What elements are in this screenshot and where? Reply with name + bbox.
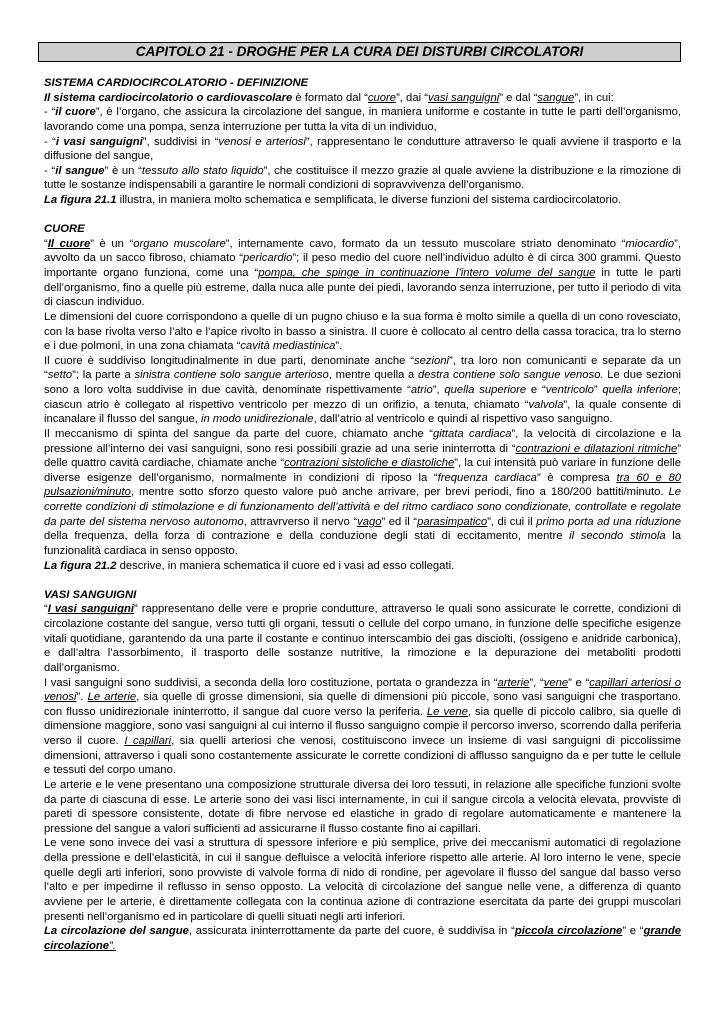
text-run: ”, è l’organo, che assicura la circolazione del sangue, in maniera uniforme e costante in tutte le parti dell’organismo, lavorando come una pompa, senza interruzione per tutta la vita di un individuo,	[44, 106, 682, 133]
text-run: della frequenza, della forza di contrazione e della conduzione degli stati di eccitamento, mentre	[44, 530, 570, 543]
text-run: primo porta ad una riduzione	[536, 515, 681, 528]
text-run: ” è un “	[104, 164, 142, 177]
text-run: tra 60 e 80 pulsazioni/minuto	[44, 471, 682, 499]
text-run: atrio	[410, 384, 433, 397]
text-run: ; ciascun atrio è collegato al rispettivo ventricolo per mezzo di un orifizio, a tenuta, chiamato “	[44, 384, 682, 411]
text-run: parasimpatico	[417, 515, 488, 528]
text-run: vasi sanguigni	[427, 91, 500, 104]
text-run: il sangue	[55, 164, 105, 177]
text-run: , mentre quella a	[328, 369, 419, 382]
text-run: ventricolo	[545, 384, 594, 397]
text-run: ”, avvolto da un sacco fibroso, chiamato “	[44, 237, 681, 265]
text-run: “	[44, 603, 48, 616]
text-run: ”, tra loro non comunicanti e separate da un “	[44, 354, 681, 382]
text-run: - “	[44, 106, 56, 119]
text-run: cavità mediastinica	[240, 340, 336, 353]
text-run: illustra, in maniera molto schematica e semplificata, le diverse funzioni del sistema cardiocircolatorio.	[116, 194, 622, 206]
paragraph	[44, 135, 681, 164]
text-run: ”, “	[529, 676, 544, 689]
text-run: ”, internamente cavo, formato da un tessuto muscolare striato denominato “	[225, 237, 626, 250]
text-run: la funzionalità cardiaca in senso opposto.	[44, 530, 681, 557]
text-run: “	[44, 237, 48, 250]
text-run: ”, in cui:	[574, 91, 614, 104]
text-run: ”, dai “	[396, 91, 428, 104]
paragraph	[44, 237, 681, 310]
paragraph	[44, 427, 681, 559]
text-run: e “	[526, 384, 546, 397]
section-heading-cuore: CUORE	[44, 223, 85, 236]
text-run: Le due sezioni sono a loro volta suddivise in due cavità, denominate rispettivamente “	[44, 369, 681, 397]
text-run: Le vene	[426, 705, 468, 718]
text-run: ”.	[335, 340, 343, 353]
text-run: capillari arteriosi o venosi	[44, 676, 681, 704]
text-run: ”, la velocità di circolazione e la pressione all’interno dei vasi sanguigni, sono resi possibili grazie ad una serie ininterrotta di “	[44, 427, 681, 455]
text-run: La figura 21.1	[44, 194, 117, 206]
text-run: vene	[543, 676, 569, 689]
text-run: pericardio	[242, 252, 293, 265]
text-run: gittata cardiaca	[432, 427, 512, 440]
text-run: quella inferiore	[602, 384, 678, 397]
text-run: ”; la parte a	[72, 369, 135, 382]
paragraph	[44, 105, 681, 134]
text-run: ”,	[432, 384, 445, 397]
text-run: contrazioni sistoliche e diastoliche	[284, 457, 455, 470]
text-run: , sia quelli arteriosi che venosi, costituiscono invece un insieme di vasi sanguigni di piccolissime dimensioni, attraverso i quali sono costantemente assicurate le corrette condizioni di afflusso sanguigno da e per tutte le cellule e tessuti del corpo umano.	[44, 735, 682, 777]
text-run: grande circolazione	[44, 925, 681, 952]
section-heading-sistema: SISTEMA CARDIOCIRCOLATORIO - DEFINIZIONE	[44, 77, 309, 89]
text-run: ”, rappresentano le condutture attraverso le quali avviene il trasporto e la diffusione del sangue,	[44, 135, 681, 163]
text-run: Le vene sono invece dei vasi a struttura di spessore inferiore e più semplice, prive dei meccanismi automatici di regolazione della pressione e dell’elasticità, in cui il sangue defluisce a velocità inferiore rispetto alle arterie. Al loro interno le vene, specie quelle degli arti inferiori, sono provviste di valvole forma di nido di rondine, per agevolare il flusso del sangue dal basso verso l’alto e per impedirne il reflusso in senso opposto. La velocità di circolazione del sangue nelle vene, a differenza di quanto avviene per le arterie, è direttamente collegata con la continua azione di contrazione esercitata da parte dei gruppi muscolari presenti nell’organismo ed in particolare di quelli situati negli arti inferiori.	[44, 837, 681, 923]
paragraph	[44, 164, 681, 193]
paragraph	[44, 559, 681, 574]
paragraph	[44, 778, 681, 837]
text-run: ”, la cui intensità può variare in funzione delle diverse esigenze dell’organismo, normalmente in condizioni di riposo la “	[44, 457, 681, 484]
text-run: I capillari	[124, 735, 172, 748]
text-run: tessuto allo stato liquido	[141, 164, 264, 177]
text-run: ”.	[109, 939, 116, 952]
text-run: vago	[357, 515, 382, 528]
chapter-title: CAPITOLO 21 - DROGHE PER LA CURA DEI DISTURBI CIRCOLATORI	[38, 42, 681, 62]
text-run: ” ed il “	[381, 515, 418, 528]
text-run: in tutte le parti dell’organismo, fino a quelle più estreme, dalla nuca alle punte dei piedi, lavorando senza interruzione, per tutto il periodo di vita di ciascun individuo.	[44, 267, 681, 309]
text-run: piccola circolazione	[514, 925, 623, 938]
text-run: arterie	[497, 676, 530, 689]
text-run: Le dimensioni del cuore corrispondono a quelle di un pugno chiuso e la sua forma è molto simile a quella di un cono rovesciato, con la base rivolta verso l’alto e l’apice rivolto in basso a sinistra. Il cuore è collocato al centro della cassa toracica, tra lo sterno e i due polmoni, in una zona chiamata “	[44, 310, 681, 353]
text-run: Il meccanismo di spinta del sangue da parte del cuore, chiamato anche “	[44, 427, 433, 440]
text-run: sezioni	[414, 354, 450, 367]
text-run: Le arterie	[87, 691, 137, 704]
text-run: ” è un “	[90, 237, 134, 250]
text-run: , assicurata ininterrottamente da parte del cuore, è suddivisa in “	[188, 925, 515, 938]
text-run: il cuore	[55, 106, 96, 119]
text-run: ”; il peso medio del cuore nell’individuo adulto è di circa 300 grammi. Questo importante organo funziona, come una “	[44, 252, 681, 280]
text-run: Le corrette condizioni di stimolazione e di funzionamento dell’attività e del ritmo cardiaco sono condizionate, controllate e regolate da parte del sistema nervoso autonomo	[44, 486, 681, 528]
text-run: quella superiore	[444, 384, 527, 397]
paragraph	[44, 193, 681, 208]
text-run: ” è compresa	[536, 471, 617, 484]
text-run: , sia quelle di piccolo calibro, sia quelle di dimensione maggiore, sono vasi sanguigni al cui interno il flusso sanguigno compie il percorso inverso, scorrendo dalla periferia verso il cuore.	[44, 705, 681, 748]
text-run: ”, che costituisce il mezzo grazie al quale avviene la distribuzione e la rimozione di tutte le sostanze indispensabili a garantire le normali condizioni di sopravvivenza dell’organismo.	[44, 164, 682, 192]
document-body	[44, 76, 681, 953]
text-run: ” e “	[568, 676, 590, 689]
text-run: ”, di cui il	[487, 515, 537, 528]
paragraph	[44, 310, 681, 354]
text-run: I vasi sanguigni sono suddivisi, a seconda della loro costituzione, portata o grandezza in “	[44, 676, 498, 689]
text-run: contrazioni e dilatazioni ritmiche	[515, 442, 678, 455]
text-run: ”.	[76, 691, 88, 704]
paragraph	[44, 91, 681, 106]
text-run: frequenza cardiaca	[437, 471, 537, 484]
spacer	[44, 208, 681, 223]
text-run: ”	[593, 384, 603, 397]
text-run: La circolazione del sangue	[44, 925, 189, 938]
text-run: miocardio	[625, 237, 675, 250]
text-run: pompa, che spinge in continuazione l’intero volume del sangue	[258, 267, 596, 280]
text-run: Il sistema cardiocircolatorio o cardiovascolare	[44, 91, 293, 104]
text-run: La figura 21.2	[44, 559, 117, 572]
text-run: è formato dal “	[292, 91, 368, 104]
paragraph	[44, 836, 681, 924]
text-run: il secondo stimola	[569, 530, 666, 543]
text-run: , dall’atrio al ventricolo e quindi al rispettivo vaso sanguigno.	[313, 413, 613, 426]
text-run: cuore	[367, 91, 397, 104]
text-run: descrive, in maniera schematica il cuore ed i vasi ad esso collegati.	[116, 559, 455, 572]
text-run: , attravrverso il nervo “	[243, 515, 358, 528]
text-run: , mentre sotto sforzo questo valore può anche arrivare, per brevi periodi, fino a 180/200 battiti/minuto.	[130, 486, 669, 499]
text-run: I vasi sanguigni	[47, 603, 134, 616]
paragraph	[44, 676, 681, 778]
section-heading-vasi: VASI SANGUIGNI	[44, 588, 137, 601]
text-run: , sia quelle di grosse dimensioni, sia quelle di dimensioni più piccole, sono vasi sanguigni che trasportano. con flusso unidirezionale ininterrotto, il sangue dal cuore verso la periferia.	[44, 691, 681, 718]
paragraph	[44, 602, 681, 675]
text-run: in modo unidirezionale	[200, 413, 314, 426]
text-run: ” delle quattro cavità cardiache, chiamate anche “	[44, 442, 681, 470]
text-run: organo muscolare	[133, 237, 226, 250]
paragraph	[44, 354, 681, 427]
text-run: Il cuore	[47, 237, 91, 250]
text-run: sangue	[537, 91, 575, 104]
text-run: i vasi sanguigni	[55, 135, 143, 148]
text-run: ” e “	[622, 925, 644, 938]
text-run: - “	[44, 135, 56, 148]
text-run: valvola	[528, 398, 564, 411]
text-run: Le arterie e le vene presentano una composizione strutturale diversa dei loro tessuti, in relazione alle specifiche funzioni svolte da parte di ciascuna di esse. Le arterie sono dei vasi lisci internamente, in cui il sangue circola a velocità elevata, provviste di pareti di spessore consistente, dotate di fibre nervose ed elastiche in grado di regolare automaticamente e mantenere la pressione del sangue a valori sufficienti ad assicurarne il flusso costante fino ai capillari.	[44, 778, 681, 835]
text-run: ”, la quale consente di incanalare il flusso del sangue,	[44, 398, 681, 426]
text-run: venosi e arteriosi	[218, 135, 306, 148]
text-run: destra contiene solo sangue venoso.	[418, 369, 604, 382]
text-run: ”, suddivisi in “	[142, 135, 219, 148]
text-run: ” e dal “	[499, 91, 538, 104]
text-run: ” rappresentano delle vere e proprie condutture, attraverso le quali sono assicurate le corrette, condizioni di circolazione costante del sangue, verso tutti gli organi, tessuti o cellule del corpo umano, in funzione delle specifiche esigenze vitali quotidiane, garantendo da una parte il costante e continuo interscambio dei gas disciolti, (ossigeno e anidride carbonica), e dall’altra l’assorbimento, il trasporto delle sostanze nutritive, la rimozione e la depurazione dei metaboliti prodotti dall’organismo.	[44, 603, 681, 674]
spacer	[44, 573, 681, 588]
paragraph	[44, 924, 681, 953]
text-run: setto	[47, 369, 73, 382]
text-run: Il cuore è suddiviso longitudinalmente in due parti, denominate anche “	[44, 354, 414, 367]
text-run: sinistra contiene solo sangue arterioso	[134, 369, 329, 382]
text-run: - “	[44, 164, 56, 177]
